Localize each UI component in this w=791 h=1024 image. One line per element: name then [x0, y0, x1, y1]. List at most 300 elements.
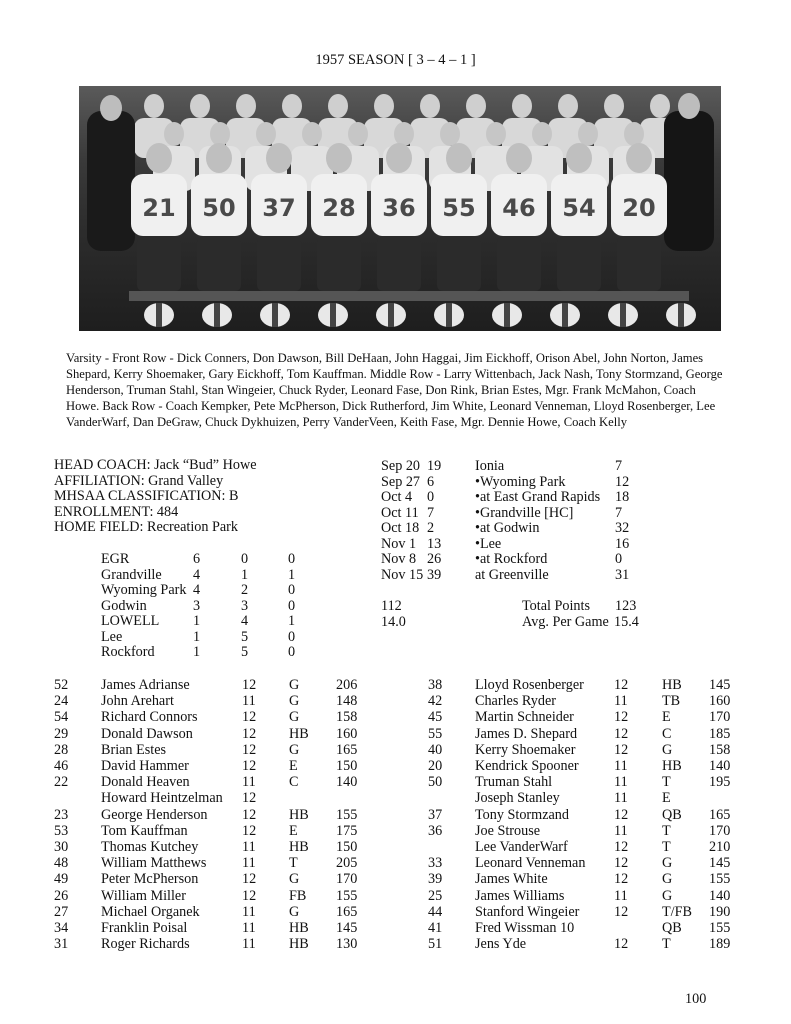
roster-num: 52	[54, 677, 69, 693]
helmet-stripe	[446, 303, 452, 327]
roster-name: John Arehart	[101, 693, 174, 710]
standings-t: 0	[288, 644, 296, 660]
roster-num: 50	[428, 774, 443, 791]
standings-t: 0	[288, 551, 296, 567]
roster-grade: 11	[614, 693, 628, 710]
roster-wt: 140	[709, 758, 731, 774]
roster-pos: HB	[662, 758, 682, 774]
helmet-stripe	[272, 303, 278, 327]
standings-w: 1	[193, 644, 201, 660]
roster-pos: C	[289, 774, 299, 791]
roster-num: 51	[428, 936, 443, 953]
roster-grade: 12	[242, 677, 257, 693]
team-photo-illustration	[79, 86, 721, 331]
roster-name: Roger Richards	[101, 936, 190, 953]
roster-grade: 12	[614, 871, 629, 888]
standings-l: 2	[241, 582, 249, 598]
roster-grade: 12	[242, 887, 257, 904]
roster-pos: E	[662, 709, 671, 726]
schedule-opp: 18	[615, 489, 630, 505]
roster-pos: HB	[662, 677, 682, 693]
avg-points-for: 14.0	[381, 614, 406, 630]
bench	[129, 291, 689, 301]
roster-name: Leonard Venneman	[475, 855, 586, 872]
helmet-stripe	[156, 303, 162, 327]
roster-num: 23	[54, 806, 69, 823]
schedule-opponent: •Wyoming Park	[475, 473, 566, 490]
roster-grade: 11	[614, 822, 628, 839]
player-head	[328, 94, 348, 118]
standings-t: 1	[288, 613, 296, 629]
player-head	[374, 94, 394, 118]
roster-wt: 160	[336, 725, 358, 742]
roster-grade: 12	[242, 822, 257, 839]
roster-num: 42	[428, 693, 443, 710]
roster-wt: 155	[336, 887, 358, 904]
standings-w: 3	[193, 597, 201, 614]
player-head	[256, 122, 276, 146]
roster-num: 27	[54, 903, 69, 920]
head-coach: HEAD COACH: Jack “Bud” Howe	[54, 457, 257, 473]
roster-pos: G	[289, 741, 300, 758]
roster-pos: T	[289, 855, 298, 872]
roster-wt: 175	[336, 822, 358, 839]
schedule-opp: 0	[615, 551, 623, 567]
standings-w: 4	[193, 566, 201, 583]
roster-name: Joe Strouse	[475, 822, 541, 839]
roster-pos: TB	[662, 693, 681, 710]
roster-name: Thomas Kutchey	[101, 839, 199, 855]
roster-grade: 11	[242, 903, 256, 920]
schedule-date: Nov 1	[381, 535, 417, 552]
roster-grade: 12	[242, 709, 257, 726]
helmet-stripe	[562, 303, 568, 327]
player-head	[282, 94, 302, 118]
roster-name: Lloyd Rosenberger	[475, 677, 584, 693]
roster-wt: 155	[709, 871, 731, 888]
schedule-opp: 7	[615, 458, 623, 474]
roster-num: 38	[428, 677, 443, 693]
roster-grade: 12	[242, 741, 257, 758]
photo-caption: Varsity - Front Row - Dick Conners, Don Dawson, Bill DeHaan, John Haggai, Jim Eickhoff, Orison Abel, John Norton, James Shepard, Kerry Shoemaker, Gary Eickhoff, Tom Kauffman. Middle Row - Larry Wittenbach, Jack Nash, Tony Stormzand, George Henderson, Truman Stahl, Stan Wingeier, Chuck Ryder, Leonard Fase, Don Rink, Brian Estes, Mgr. Frank McMahon, Coach Howe. Back Row - Coach Kempker, Pete McPherson, Dick Rutherford, Jim White, Leonard Venneman, Lloyd Rosenberger, Lee VanderWarf, Dan DeGraw, Chuck Dykhuizen, Perry VanderVeen, Keith Fase, Mgr. Dennie Howe, Coach Kelly	[66, 351, 723, 429]
schedule-opponent: •at East Grand Rapids	[475, 489, 601, 505]
roster-wt: 210	[709, 839, 731, 855]
player-pants	[617, 236, 661, 291]
roster-num: 24	[54, 693, 69, 710]
helmet-stripe	[678, 303, 684, 327]
roster-pos: E	[289, 758, 298, 774]
roster-num: 39	[428, 871, 443, 888]
total-points-for: 112	[381, 598, 402, 614]
roster-wt: 165	[336, 741, 358, 758]
standings-team: LOWELL	[101, 613, 160, 629]
roster-wt: 130	[336, 936, 358, 953]
roster-pos: T/FB	[662, 903, 692, 920]
roster-name: Kerry Shoemaker	[475, 741, 576, 758]
standings-w: 4	[193, 582, 201, 598]
jersey-number: 50	[202, 194, 236, 222]
jersey-number: 55	[442, 194, 476, 222]
roster-num: 49	[54, 871, 69, 888]
player-head	[512, 94, 532, 118]
player-pants	[377, 236, 421, 291]
player-pants	[557, 236, 601, 291]
schedule-date: Nov 8	[381, 551, 417, 567]
roster-grade: 12	[614, 677, 629, 693]
roster-num: 48	[54, 855, 69, 872]
roster-name: Donald Dawson	[101, 725, 193, 742]
roster-grade: 12	[614, 839, 629, 855]
roster-num: 31	[54, 936, 69, 953]
schedule-opponent: at Greenville	[475, 566, 549, 583]
schedule-opp: 12	[615, 473, 630, 490]
jersey-number: 37	[262, 194, 296, 222]
player-pants	[137, 236, 181, 291]
standings-l: 3	[241, 597, 249, 614]
player-pants	[257, 236, 301, 291]
schedule-opponent: Ionia	[475, 458, 505, 474]
schedule-opp: 7	[615, 504, 623, 521]
roster-name: James White	[475, 871, 548, 888]
jersey-number: 54	[562, 194, 596, 222]
roster-pos: T	[662, 822, 671, 839]
roster-wt: 145	[709, 855, 731, 872]
roster-num: 33	[428, 855, 443, 872]
player-head	[348, 122, 368, 146]
roster-wt: 165	[709, 806, 731, 823]
standings-t: 0	[288, 597, 296, 614]
player-head	[532, 122, 552, 146]
roster-num: 54	[54, 709, 69, 726]
roster-num: 41	[428, 920, 443, 936]
roster-name: Fred Wissman 10	[475, 920, 575, 936]
standings-team: Lee	[101, 628, 123, 645]
schedule-score: 19	[427, 458, 442, 474]
roster-grade: 11	[242, 774, 256, 791]
standings-l: 5	[241, 628, 249, 645]
player-head	[146, 143, 172, 173]
team-photo	[79, 86, 721, 331]
roster-grade: 12	[614, 936, 629, 953]
roster-grade: 11	[242, 920, 256, 936]
roster-num: 26	[54, 887, 69, 904]
roster-grade: 12	[614, 725, 629, 742]
affiliation: AFFILIATION: Grand Valley	[54, 472, 224, 489]
roster-pos: T	[662, 774, 671, 791]
roster-grade: 12	[614, 903, 629, 920]
roster-pos: T	[662, 936, 671, 953]
schedule-opponent: •Grandville [HC]	[475, 504, 574, 521]
coach-figure	[87, 111, 135, 251]
roster-name: Stanford Wingeier	[475, 903, 580, 920]
roster-grade: 12	[614, 855, 629, 872]
roster-grade: 11	[242, 936, 256, 953]
helmet-stripe	[388, 303, 394, 327]
player-head	[626, 143, 652, 173]
roster-name: William Miller	[101, 887, 186, 904]
standings-team: Rockford	[101, 644, 155, 660]
roster-num: 30	[54, 839, 69, 855]
schedule-opp: 16	[615, 535, 630, 552]
roster-grade: 11	[242, 693, 256, 710]
roster-num: 29	[54, 725, 69, 742]
roster-num: 25	[428, 887, 443, 904]
helmet-stripe	[214, 303, 220, 327]
standings-l: 1	[241, 566, 249, 583]
player-head	[386, 143, 412, 173]
roster-name: Tom Kauffman	[101, 822, 188, 839]
roster-grade: 11	[614, 774, 628, 791]
roster-grade: 12	[242, 790, 257, 807]
roster-name: Lee VanderWarf	[475, 839, 568, 855]
roster-pos: HB	[289, 725, 309, 742]
player-head	[440, 122, 460, 146]
standings-team: EGR	[101, 551, 130, 567]
roster-wt: 205	[336, 855, 358, 872]
roster-num: 46	[54, 758, 69, 774]
roster-wt: 170	[336, 871, 358, 888]
schedule-date: Oct 11	[381, 504, 419, 521]
helmet-stripe	[504, 303, 510, 327]
roster-wt: 160	[709, 693, 731, 710]
schedule-score: 2	[427, 520, 435, 536]
roster-name: Richard Connors	[101, 709, 198, 726]
player-head	[420, 94, 440, 118]
jersey-number: 36	[382, 194, 416, 222]
roster-pos: HB	[289, 839, 309, 855]
roster-wt: 145	[336, 920, 358, 936]
jersey-number: 20	[622, 194, 656, 222]
schedule-opp: 31	[615, 566, 630, 583]
roster-wt: 206	[336, 677, 358, 693]
schedule-date: Sep 27	[381, 473, 421, 490]
roster-pos: T	[662, 839, 671, 855]
roster-num: 37	[428, 806, 443, 823]
roster-name: James D. Shepard	[475, 725, 578, 742]
jersey-number: 46	[502, 194, 536, 222]
total-points-against: 123	[615, 598, 637, 614]
total-points-label: Total Points	[522, 598, 590, 614]
roster-num: 40	[428, 741, 443, 758]
roster-name: Franklin Poisal	[101, 920, 188, 936]
player-head	[624, 122, 644, 146]
player-head	[604, 94, 624, 118]
roster-grade: 11	[614, 887, 628, 904]
roster-pos: G	[289, 871, 300, 888]
standings-t: 0	[288, 582, 296, 598]
coach-head	[100, 95, 122, 121]
roster-name: James Williams	[475, 887, 565, 904]
player-head	[650, 94, 670, 118]
roster-num: 55	[428, 725, 443, 742]
standings-l: 5	[241, 644, 249, 660]
roster-wt: 140	[709, 887, 731, 904]
schedule-opp: 32	[615, 520, 630, 536]
schedule-score: 26	[427, 551, 442, 567]
schedule-opponent: •at Rockford	[475, 551, 548, 567]
player-head	[266, 143, 292, 173]
player-head	[566, 143, 592, 173]
player-head	[578, 122, 598, 146]
player-head	[486, 122, 506, 146]
roster-grade: 12	[614, 806, 629, 823]
player-pants	[497, 236, 541, 291]
roster-wt: 170	[709, 822, 731, 839]
roster-name: Peter McPherson	[101, 871, 199, 888]
classification: MHSAA CLASSIFICATION: B	[54, 488, 239, 504]
roster-grade: 11	[242, 855, 256, 872]
roster-wt: 190	[709, 903, 731, 920]
standings-l: 4	[241, 613, 249, 629]
roster-name: James Adrianse	[101, 677, 190, 693]
roster-grade: 12	[242, 871, 257, 888]
roster-name: George Henderson	[101, 806, 208, 823]
page-number: 100	[685, 991, 707, 1007]
roster-grade: 12	[242, 806, 257, 823]
roster-name: Joseph Stanley	[475, 790, 560, 807]
schedule-date: Oct 18	[381, 520, 420, 536]
roster-name: Donald Heaven	[101, 774, 190, 791]
player-head	[236, 94, 256, 118]
roster-pos: G	[289, 693, 300, 710]
standings-team: Godwin	[101, 597, 147, 614]
schedule-score: 13	[427, 535, 442, 552]
coach-figure	[664, 111, 714, 251]
roster-name: Michael Organek	[101, 903, 200, 920]
avg-points-against: 15.4	[614, 614, 639, 630]
roster-wt: 189	[709, 936, 731, 953]
roster-grade: 12	[242, 758, 257, 774]
player-head	[394, 122, 414, 146]
roster-pos: G	[289, 709, 300, 726]
roster-name: William Matthews	[101, 855, 207, 872]
team-info	[54, 458, 257, 536]
standings-t: 1	[288, 566, 296, 583]
roster-grade: 11	[242, 839, 256, 855]
standings-team: Grandville	[101, 566, 162, 583]
roster-pos: G	[289, 677, 300, 693]
schedule-score: 39	[427, 566, 442, 583]
player-pants	[197, 236, 241, 291]
roster-wt: 155	[709, 920, 731, 936]
roster-grade: 11	[614, 790, 628, 807]
roster-wt: 195	[709, 774, 731, 791]
roster-num: 20	[428, 758, 443, 774]
standings-l: 0	[241, 551, 249, 567]
roster-pos: E	[289, 822, 298, 839]
roster-name: Jens Yde	[475, 936, 527, 953]
roster-grade: 12	[614, 741, 629, 758]
player-head	[558, 94, 578, 118]
roster-pos: E	[662, 790, 671, 807]
roster-pos: G	[289, 903, 300, 920]
roster-num: 53	[54, 822, 69, 839]
roster-wt: 148	[336, 693, 358, 710]
standings-t: 0	[288, 628, 296, 645]
roster-num: 34	[54, 920, 69, 936]
roster-grade: 11	[614, 758, 628, 774]
roster-pos: HB	[289, 806, 309, 823]
player-head	[164, 122, 184, 146]
roster-num: 22	[54, 774, 69, 791]
player-head	[506, 143, 532, 173]
player-pants	[437, 236, 481, 291]
schedule-score: 0	[427, 489, 435, 505]
home-field: HOME FIELD: Recreation Park	[54, 519, 239, 535]
roster-pos: C	[662, 725, 672, 742]
roster-pos: G	[662, 887, 673, 904]
roster-num: 44	[428, 903, 443, 920]
roster-pos: HB	[289, 920, 309, 936]
enrollment: ENROLLMENT: 484	[54, 503, 179, 520]
player-head	[144, 94, 164, 118]
roster-num: 28	[54, 741, 69, 758]
roster-pos: HB	[289, 936, 309, 953]
roster-grade: 12	[614, 709, 629, 726]
standings-w: 6	[193, 551, 201, 567]
helmet-stripe	[330, 303, 336, 327]
player-pants	[317, 236, 361, 291]
roster-name: David Hammer	[101, 758, 189, 774]
roster-pos: QB	[662, 920, 682, 936]
player-head	[446, 143, 472, 173]
jersey-number: 28	[322, 194, 356, 222]
player-head	[210, 122, 230, 146]
avg-points-label: Avg. Per Game	[522, 614, 609, 630]
schedule-score: 7	[427, 504, 435, 521]
roster-wt: 170	[709, 709, 731, 726]
standings-team: Wyoming Park	[101, 582, 187, 598]
standings-w: 1	[193, 613, 201, 629]
schedule-opponent: •at Godwin	[475, 520, 540, 536]
player-head	[302, 122, 322, 146]
roster-name: Martin Schneider	[475, 709, 574, 726]
roster-wt: 150	[336, 758, 358, 774]
roster-wt: 140	[336, 774, 358, 791]
schedule-score: 6	[427, 473, 435, 490]
roster-name: Charles Ryder	[475, 693, 556, 710]
roster-wt: 150	[336, 839, 358, 855]
roster-name: Truman Stahl	[475, 774, 553, 791]
schedule-date: Oct 4	[381, 489, 413, 505]
jersey-number: 21	[142, 194, 176, 222]
roster-pos: FB	[289, 887, 307, 904]
roster-pos: G	[662, 871, 673, 888]
player-head	[466, 94, 486, 118]
roster-pos: G	[662, 855, 673, 872]
page-title: 1957 SEASON [ 3 – 4 – 1 ]	[315, 52, 476, 68]
coach-head	[678, 93, 700, 119]
roster-num: 45	[428, 709, 443, 726]
roster-wt: 158	[336, 709, 358, 726]
schedule-opponent: •Lee	[475, 535, 502, 552]
roster-name: Howard Heintzelman	[101, 790, 223, 807]
player-head	[190, 94, 210, 118]
roster-name: Tony Stormzand	[475, 806, 569, 823]
roster-wt: 165	[336, 903, 358, 920]
roster-name: Kendrick Spooner	[475, 758, 579, 774]
roster-pos: G	[662, 741, 673, 758]
standings-w: 1	[193, 628, 201, 645]
roster-wt: 158	[709, 741, 731, 758]
schedule-date: Sep 20	[381, 458, 421, 474]
roster-wt: 145	[709, 677, 731, 693]
helmet-stripe	[620, 303, 626, 327]
player-head	[326, 143, 352, 173]
roster-wt: 155	[336, 806, 358, 823]
roster-name: Brian Estes	[101, 741, 167, 758]
roster-pos: QB	[662, 806, 682, 823]
